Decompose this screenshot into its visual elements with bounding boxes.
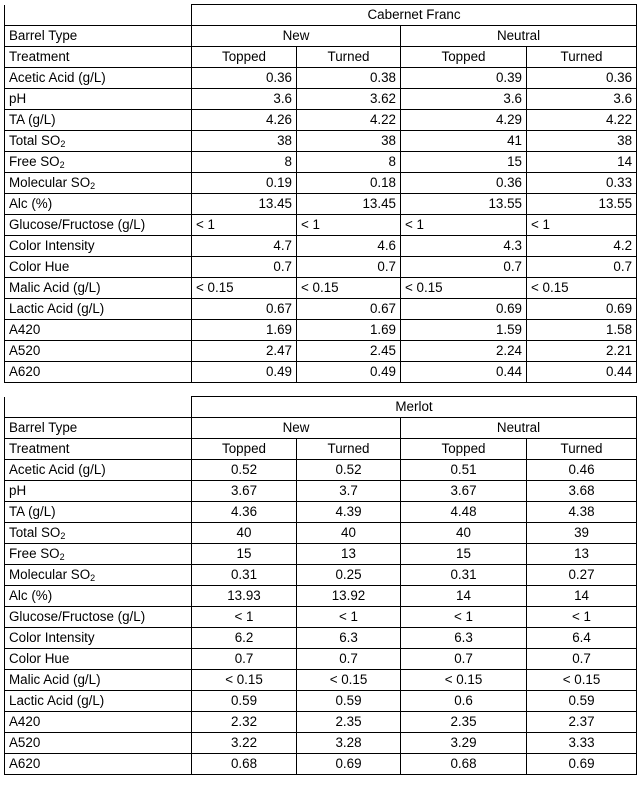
treatment-header: Turned <box>297 47 401 68</box>
table-title: Cabernet Franc <box>192 5 637 26</box>
value-cell: < 1 <box>401 607 527 628</box>
value-cell: 3.6 <box>401 89 527 110</box>
value-cell: 13.92 <box>297 586 401 607</box>
row-label <box>5 215 192 236</box>
value-cell: 0.27 <box>527 565 637 586</box>
row-label-text: A420 <box>9 714 41 729</box>
table-row <box>5 670 637 691</box>
treatment-header: Turned <box>527 439 637 460</box>
subscript: 2 <box>60 139 66 149</box>
barrel-type-label: Barrel Type <box>5 26 192 47</box>
table-title-row <box>5 397 637 418</box>
row-label-text: Molecular SO <box>9 175 91 190</box>
row-label-text: A620 <box>9 756 41 771</box>
value-cell: 2.35 <box>297 712 401 733</box>
table-row <box>5 649 637 670</box>
value-cell: 0.52 <box>192 460 297 481</box>
treatment-header: Turned <box>297 439 401 460</box>
value-cell: 4.22 <box>297 110 401 131</box>
row-label <box>5 544 192 565</box>
value-cell: 0.44 <box>527 362 637 383</box>
value-cell: 2.24 <box>401 341 527 362</box>
value-cell: 0.36 <box>401 173 527 194</box>
row-label <box>5 131 192 152</box>
row-label <box>5 89 192 110</box>
row-label-text: pH <box>9 91 27 106</box>
table-row <box>5 586 637 607</box>
row-label <box>5 607 192 628</box>
value-cell: 0.25 <box>297 565 401 586</box>
value-cell: 13 <box>297 544 401 565</box>
value-cell: 2.32 <box>192 712 297 733</box>
value-cell: 0.69 <box>527 754 637 775</box>
value-cell: 14 <box>527 586 637 607</box>
treatment-row <box>5 439 637 460</box>
row-label-text: Color Intensity <box>9 238 95 253</box>
row-label-text: Molecular SO <box>9 567 91 582</box>
value-cell: 2.45 <box>297 341 401 362</box>
value-cell: 4.39 <box>297 502 401 523</box>
row-label <box>5 712 192 733</box>
value-cell: 13 <box>527 544 637 565</box>
table-row <box>5 754 637 775</box>
value-cell: 3.67 <box>401 481 527 502</box>
row-label-text: Color Hue <box>9 651 70 666</box>
barrel-type-header: New <box>192 418 401 439</box>
row-label-text: Color Hue <box>9 259 70 274</box>
value-cell: 15 <box>401 544 527 565</box>
barrel-type-row <box>5 418 637 439</box>
row-label-text: Acetic Acid (g/L) <box>9 70 106 85</box>
subscript: 2 <box>59 160 65 170</box>
table-row <box>5 194 637 215</box>
value-cell: 13.55 <box>527 194 637 215</box>
row-label <box>5 481 192 502</box>
value-cell: 0.6 <box>401 691 527 712</box>
value-cell: 4.36 <box>192 502 297 523</box>
table-row <box>5 278 637 299</box>
subscript: 2 <box>59 552 65 562</box>
value-cell: 0.49 <box>297 362 401 383</box>
value-cell: 6.3 <box>401 628 527 649</box>
value-cell: 3.29 <box>401 733 527 754</box>
value-cell: < 0.15 <box>192 278 297 299</box>
value-cell: 0.59 <box>192 691 297 712</box>
value-cell: 2.47 <box>192 341 297 362</box>
row-label <box>5 299 192 320</box>
value-cell: 4.48 <box>401 502 527 523</box>
barrel-type-header: Neutral <box>401 26 637 47</box>
table-row <box>5 152 637 173</box>
value-cell: 15 <box>401 152 527 173</box>
table-row <box>5 173 637 194</box>
value-cell: 38 <box>527 131 637 152</box>
cabernet-franc-table <box>4 4 637 383</box>
row-label <box>5 670 192 691</box>
value-cell: < 1 <box>297 215 401 236</box>
table-row <box>5 565 637 586</box>
row-label-text: Free SO <box>9 154 60 169</box>
row-label <box>5 236 192 257</box>
value-cell: 13.55 <box>401 194 527 215</box>
table-row <box>5 257 637 278</box>
value-cell: 13.45 <box>192 194 297 215</box>
value-cell: 0.69 <box>401 299 527 320</box>
row-label <box>5 565 192 586</box>
value-cell: 0.69 <box>527 299 637 320</box>
value-cell: 40 <box>192 523 297 544</box>
value-cell: 41 <box>401 131 527 152</box>
table-row <box>5 89 637 110</box>
value-cell: 3.6 <box>527 89 637 110</box>
value-cell: < 0.15 <box>401 278 527 299</box>
row-label-text: A420 <box>9 322 41 337</box>
table-row <box>5 733 637 754</box>
table-row <box>5 523 637 544</box>
table-row <box>5 502 637 523</box>
subscript: 2 <box>90 573 96 583</box>
subscript: 2 <box>90 181 96 191</box>
value-cell: 1.58 <box>527 320 637 341</box>
row-label-text: Alc (%) <box>9 588 53 603</box>
value-cell: 3.62 <box>297 89 401 110</box>
table-row <box>5 236 637 257</box>
treatment-header: Turned <box>527 47 637 68</box>
treatment-header: Topped <box>401 439 527 460</box>
row-label-text: Color Intensity <box>9 630 95 645</box>
value-cell: 6.4 <box>527 628 637 649</box>
row-label-text: Malic Acid (g/L) <box>9 280 101 295</box>
value-cell: 3.6 <box>192 89 297 110</box>
value-cell: 38 <box>192 131 297 152</box>
value-cell: 2.21 <box>527 341 637 362</box>
value-cell: 0.67 <box>297 299 401 320</box>
row-label <box>5 152 192 173</box>
row-label-text: A520 <box>9 343 41 358</box>
value-cell: 0.69 <box>297 754 401 775</box>
value-cell: 0.36 <box>192 68 297 89</box>
table-row <box>5 712 637 733</box>
row-label <box>5 68 192 89</box>
value-cell: < 0.15 <box>297 670 401 691</box>
row-label <box>5 257 192 278</box>
barrel-type-label: Barrel Type <box>5 418 192 439</box>
value-cell: 3.68 <box>527 481 637 502</box>
row-label <box>5 502 192 523</box>
value-cell: 3.67 <box>192 481 297 502</box>
value-cell: 0.51 <box>401 460 527 481</box>
treatment-label: Treatment <box>5 439 192 460</box>
value-cell: 0.38 <box>297 68 401 89</box>
row-label <box>5 110 192 131</box>
table-row <box>5 481 637 502</box>
value-cell: 0.39 <box>401 68 527 89</box>
value-cell: < 1 <box>297 607 401 628</box>
value-cell: 0.36 <box>527 68 637 89</box>
value-cell: 8 <box>192 152 297 173</box>
value-cell: 0.44 <box>401 362 527 383</box>
corner-cell <box>5 5 192 26</box>
value-cell: 2.37 <box>527 712 637 733</box>
row-label <box>5 194 192 215</box>
row-label <box>5 733 192 754</box>
barrel-type-header: Neutral <box>401 418 637 439</box>
table-row <box>5 628 637 649</box>
value-cell: 6.3 <box>297 628 401 649</box>
row-label-text: Glucose/Fructose (g/L) <box>9 609 146 624</box>
value-cell: < 1 <box>401 215 527 236</box>
treatment-label: Treatment <box>5 47 192 68</box>
row-label-text: Malic Acid (g/L) <box>9 672 101 687</box>
value-cell: 3.7 <box>297 481 401 502</box>
value-cell: 14 <box>401 586 527 607</box>
row-label <box>5 691 192 712</box>
table-row <box>5 131 637 152</box>
table-row <box>5 320 637 341</box>
value-cell: 0.7 <box>527 257 637 278</box>
row-label-text: Lactic Acid (g/L) <box>9 301 105 316</box>
table-row <box>5 691 637 712</box>
table-row <box>5 110 637 131</box>
value-cell: 3.28 <box>297 733 401 754</box>
value-cell: 39 <box>527 523 637 544</box>
row-label-text: A520 <box>9 735 41 750</box>
row-label <box>5 754 192 775</box>
value-cell: 4.2 <box>527 236 637 257</box>
table-row <box>5 362 637 383</box>
value-cell: 1.69 <box>192 320 297 341</box>
value-cell: 4.7 <box>192 236 297 257</box>
row-label-text: Total SO <box>9 525 61 540</box>
value-cell: < 0.15 <box>401 670 527 691</box>
value-cell: 0.18 <box>297 173 401 194</box>
value-cell: < 0.15 <box>297 278 401 299</box>
row-label <box>5 523 192 544</box>
value-cell: 4.6 <box>297 236 401 257</box>
row-label-text: Alc (%) <box>9 196 53 211</box>
barrel-type-row <box>5 26 637 47</box>
table-row <box>5 341 637 362</box>
row-label-text: Total SO <box>9 133 61 148</box>
value-cell: < 0.15 <box>527 278 637 299</box>
row-label-text: pH <box>9 483 27 498</box>
row-label-text: Acetic Acid (g/L) <box>9 462 106 477</box>
row-label-text: TA (g/L) <box>9 112 56 127</box>
value-cell: 15 <box>192 544 297 565</box>
value-cell: 0.7 <box>297 649 401 670</box>
value-cell: 0.49 <box>192 362 297 383</box>
corner-cell <box>5 397 192 418</box>
row-label <box>5 362 192 383</box>
value-cell: 0.7 <box>401 257 527 278</box>
row-label <box>5 628 192 649</box>
row-label <box>5 341 192 362</box>
value-cell: < 0.15 <box>527 670 637 691</box>
row-label-text: TA (g/L) <box>9 504 56 519</box>
value-cell: 0.7 <box>527 649 637 670</box>
value-cell: < 1 <box>192 607 297 628</box>
subscript: 2 <box>60 531 66 541</box>
value-cell: 0.67 <box>192 299 297 320</box>
value-cell: 3.33 <box>527 733 637 754</box>
value-cell: 13.93 <box>192 586 297 607</box>
value-cell: 0.19 <box>192 173 297 194</box>
value-cell: 0.52 <box>297 460 401 481</box>
value-cell: < 0.15 <box>192 670 297 691</box>
table-row <box>5 607 637 628</box>
value-cell: < 1 <box>192 215 297 236</box>
barrel-type-header: New <box>192 26 401 47</box>
treatment-header: Topped <box>192 439 297 460</box>
value-cell: 1.59 <box>401 320 527 341</box>
row-label <box>5 586 192 607</box>
value-cell: 2.35 <box>401 712 527 733</box>
row-label <box>5 460 192 481</box>
value-cell: 4.29 <box>401 110 527 131</box>
value-cell: 0.59 <box>527 691 637 712</box>
value-cell: 1.69 <box>297 320 401 341</box>
value-cell: 13.45 <box>297 194 401 215</box>
value-cell: 3.22 <box>192 733 297 754</box>
value-cell: 40 <box>297 523 401 544</box>
row-label <box>5 649 192 670</box>
row-label-text: A620 <box>9 364 41 379</box>
table-row <box>5 460 637 481</box>
row-label <box>5 173 192 194</box>
value-cell: 0.31 <box>401 565 527 586</box>
value-cell: 14 <box>527 152 637 173</box>
value-cell: 0.59 <box>297 691 401 712</box>
treatment-row <box>5 47 637 68</box>
row-label-text: Glucose/Fructose (g/L) <box>9 217 146 232</box>
table-row <box>5 215 637 236</box>
treatment-header: Topped <box>401 47 527 68</box>
value-cell: 0.7 <box>297 257 401 278</box>
value-cell: 0.7 <box>192 649 297 670</box>
table-row <box>5 68 637 89</box>
row-label <box>5 278 192 299</box>
row-label-text: Free SO <box>9 546 60 561</box>
row-label <box>5 320 192 341</box>
value-cell: 0.33 <box>527 173 637 194</box>
treatment-header: Topped <box>192 47 297 68</box>
table-row <box>5 544 637 565</box>
value-cell: 0.31 <box>192 565 297 586</box>
value-cell: < 1 <box>527 215 637 236</box>
value-cell: 4.26 <box>192 110 297 131</box>
value-cell: 8 <box>297 152 401 173</box>
value-cell: 4.3 <box>401 236 527 257</box>
value-cell: 0.68 <box>192 754 297 775</box>
value-cell: 40 <box>401 523 527 544</box>
table-title: Merlot <box>192 397 637 418</box>
table-row <box>5 299 637 320</box>
value-cell: 6.2 <box>192 628 297 649</box>
value-cell: 4.38 <box>527 502 637 523</box>
value-cell: 4.22 <box>527 110 637 131</box>
row-label-text: Lactic Acid (g/L) <box>9 693 105 708</box>
value-cell: 38 <box>297 131 401 152</box>
merlot-table <box>4 396 637 775</box>
value-cell: 0.7 <box>401 649 527 670</box>
value-cell: 0.68 <box>401 754 527 775</box>
value-cell: < 1 <box>527 607 637 628</box>
value-cell: 0.46 <box>527 460 637 481</box>
table-title-row <box>5 5 637 26</box>
value-cell: 0.7 <box>192 257 297 278</box>
